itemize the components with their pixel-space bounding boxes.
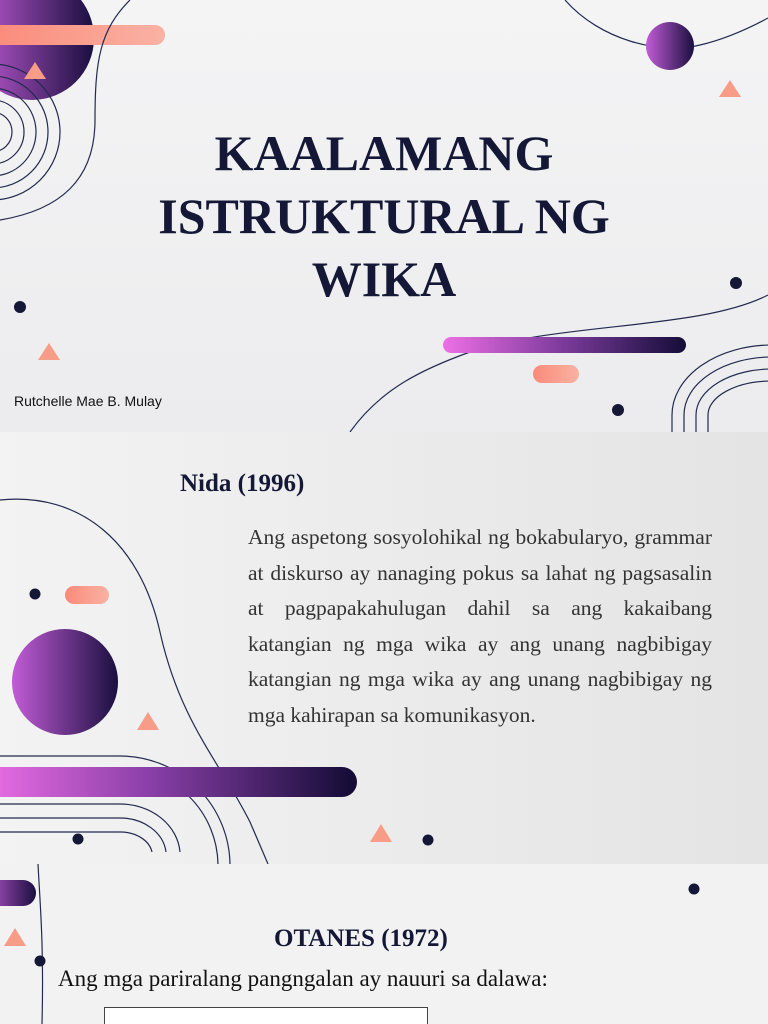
- circle-decoration: [12, 629, 118, 735]
- pill-decoration: [0, 25, 165, 45]
- pill-decoration: [533, 365, 579, 383]
- bar-decoration: [443, 337, 686, 353]
- author-name: Rutchelle Mae B. Mulay: [14, 393, 162, 409]
- circle-decoration: [646, 22, 694, 70]
- intro-text: Ang mga pariralang pangngalan ay nauuri sa dalawa:: [58, 966, 548, 991]
- dot-decoration: [423, 835, 434, 846]
- bar-decoration: [0, 767, 357, 797]
- otanes-slide: [0, 864, 768, 1024]
- slide-title: KAALAMANG ISTRUKTURAL NG WIKA: [158, 125, 610, 307]
- content-box: [104, 1007, 428, 1024]
- concentric-arcs-decoration: [672, 345, 768, 432]
- triangle-decoration: [4, 928, 26, 946]
- triangle-decoration: [370, 824, 392, 842]
- dot-decoration: [73, 834, 84, 845]
- dot-decoration: [730, 277, 742, 289]
- dot-decoration: [35, 956, 46, 967]
- bar-decoration: [0, 880, 36, 906]
- triangle-decoration: [137, 712, 159, 730]
- dot-decoration: [14, 301, 26, 313]
- dot-decoration: [689, 884, 700, 895]
- body-paragraph: Ang aspetong sosyolohikal ng bokabularyo, grammar at diskurso ay nanaging pokus sa lahat ng pagsasalin at pagpapakahulugan dahil sa ang kakaibang katangian ng mga wika ay ang unang nagbibigay katangian ng mga wika ay ang unang nagbibigay ng mga kahirapan sa komunikasyon.: [248, 525, 712, 727]
- nida-slide: [0, 432, 768, 864]
- title-slide: [0, 0, 768, 432]
- pill-decoration: [65, 586, 109, 604]
- triangle-decoration: [719, 80, 741, 97]
- dot-decoration: [30, 589, 41, 600]
- section-heading: OTANES (1972): [274, 925, 448, 952]
- section-heading: Nida (1996): [180, 470, 305, 497]
- dot-decoration: [612, 404, 624, 416]
- triangle-decoration: [38, 343, 60, 360]
- circle-decoration: [0, 0, 94, 100]
- curve-line-decoration: [38, 864, 43, 1024]
